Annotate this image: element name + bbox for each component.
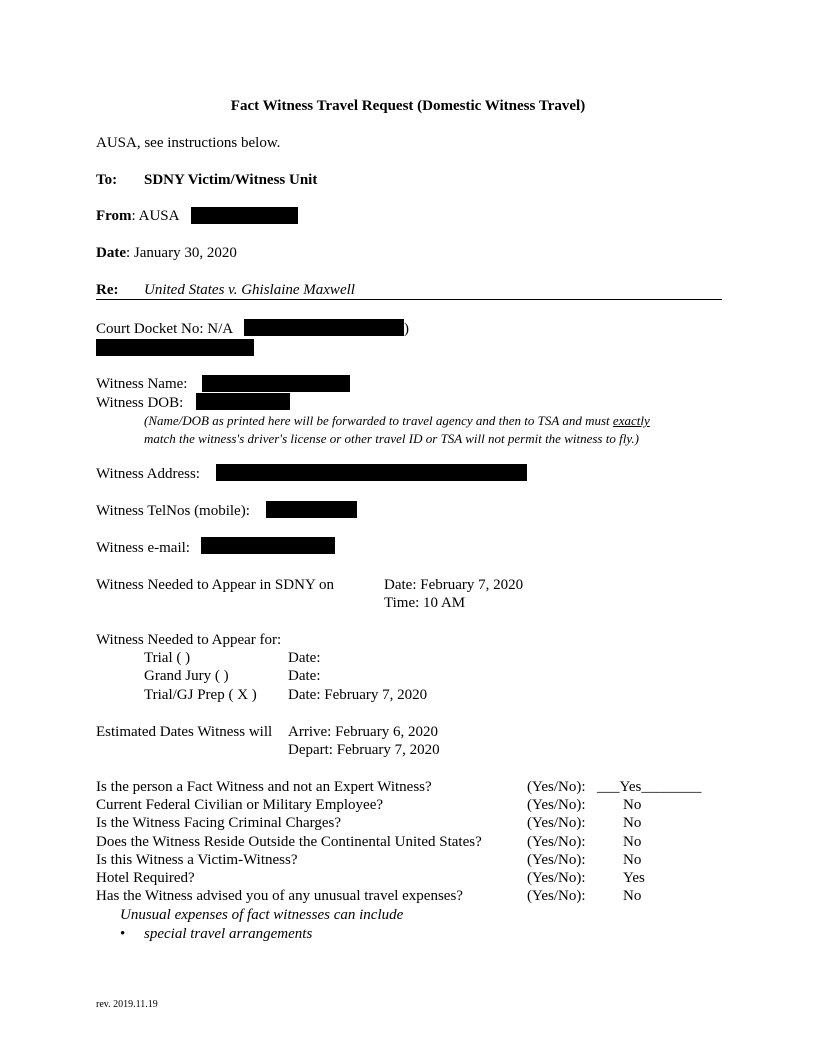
question-5-yn: (Yes/No):: [527, 852, 586, 868]
redaction-tel: [266, 501, 357, 518]
re-label: Re:: [96, 282, 119, 298]
appear-for-label: Witness Needed to Appear for:: [96, 632, 282, 648]
appear-for-grand-jury-date: Date:: [288, 668, 321, 684]
question-7: Has the Witness advised you of any unusual travel expenses?: [96, 888, 463, 904]
question-6-answer: Yes: [623, 870, 645, 886]
from-ausa: : AUSA: [131, 208, 180, 224]
appear-sdny-label: Witness Needed to Appear in SDNY on: [96, 577, 334, 593]
from-label: From: [96, 208, 132, 224]
bullet-item: special travel arrangements: [144, 926, 313, 942]
unusual-note: Unusual expenses of fact witnesses can include: [120, 907, 404, 923]
dob-note-line-1: [144, 412, 650, 429]
divider-line: [96, 299, 722, 300]
redaction-docket-1: [244, 319, 404, 336]
dob-note-line-2: match the witness's driver's license or other travel ID or TSA will not permit the witness to fly.): [144, 431, 639, 446]
question-4-yn: (Yes/No):: [527, 834, 586, 850]
estimated-depart: Depart: February 7, 2020: [288, 742, 440, 758]
date-value: : January 30, 2020: [126, 245, 237, 261]
appear-sdny-time: Time: 10 AM: [384, 595, 466, 611]
tel-label: Witness TelNos (mobile):: [96, 503, 250, 519]
question-2-answer: No: [623, 797, 642, 813]
question-6: Hotel Required?: [96, 870, 195, 886]
address-label: Witness Address:: [96, 466, 200, 482]
dob-note-text: (Name/DOB as printed here will be forwarded to travel agency and then to TSA and must: [144, 413, 613, 428]
revision-text: rev. 2019.11.19: [96, 999, 158, 1010]
question-7-yn: (Yes/No):: [527, 888, 586, 904]
question-5: Is this Witness a Victim-Witness?: [96, 852, 298, 868]
question-2: Current Federal Civilian or Military Employee?: [96, 797, 384, 813]
question-3: Is the Witness Facing Criminal Charges?: [96, 815, 342, 831]
redaction-address: [216, 464, 527, 481]
question-7-answer: No: [623, 888, 642, 904]
appear-for-trial-date: Date:: [288, 650, 321, 666]
redaction-docket-2: [96, 339, 254, 356]
date-label: Date: [96, 245, 126, 261]
question-2-yn: (Yes/No):: [527, 797, 586, 813]
dob-note-emphasis: exactly: [612, 413, 650, 428]
intro-text: AUSA, see instructions below.: [96, 135, 281, 151]
redaction-from: [191, 207, 298, 224]
question-4: Does the Witness Reside Outside the Continental United States?: [96, 834, 482, 850]
question-3-answer: No: [623, 815, 642, 831]
email-label: Witness e-mail:: [96, 540, 190, 556]
redaction-witness-dob: [196, 393, 290, 410]
bullet-icon: •: [120, 926, 126, 942]
appear-sdny-date: Date: February 7, 2020: [384, 577, 524, 593]
question-4-answer: No: [623, 834, 642, 850]
page-title: Fact Witness Travel Request (Domestic Witness Travel): [230, 98, 586, 114]
question-1-yn: (Yes/No):: [527, 779, 586, 795]
appear-for-prep-date: Date: February 7, 2020: [288, 687, 428, 703]
redaction-witness-name: [202, 375, 350, 392]
redaction-email: [201, 537, 335, 554]
question-3-yn: (Yes/No):: [527, 815, 586, 831]
docket-paren: ): [404, 321, 409, 337]
date-line: [96, 244, 237, 262]
appear-for-prep: Trial/GJ Prep ( X ): [144, 687, 257, 703]
question-5-answer: No: [623, 852, 642, 868]
question-1-answer: ___Yes________: [597, 779, 702, 795]
question-6-yn: (Yes/No):: [527, 870, 586, 886]
to-label: To:: [96, 172, 118, 188]
estimated-arrive: Arrive: February 6, 2020: [288, 724, 438, 740]
witness-name-label: Witness Name:: [96, 376, 188, 392]
re-value: United States v. Ghislaine Maxwell: [144, 282, 355, 298]
to-value: SDNY Victim/Witness Unit: [144, 172, 318, 188]
witness-dob-label: Witness DOB:: [96, 395, 184, 411]
question-1: Is the person a Fact Witness and not an Expert Witness?: [96, 779, 432, 795]
from-line: [96, 207, 179, 225]
appear-for-trial: Trial ( ): [144, 650, 191, 666]
appear-for-grand-jury: Grand Jury ( ): [144, 668, 229, 684]
docket-label: Court Docket No: N/A: [96, 321, 234, 337]
estimated-label: Estimated Dates Witness will: [96, 724, 273, 740]
